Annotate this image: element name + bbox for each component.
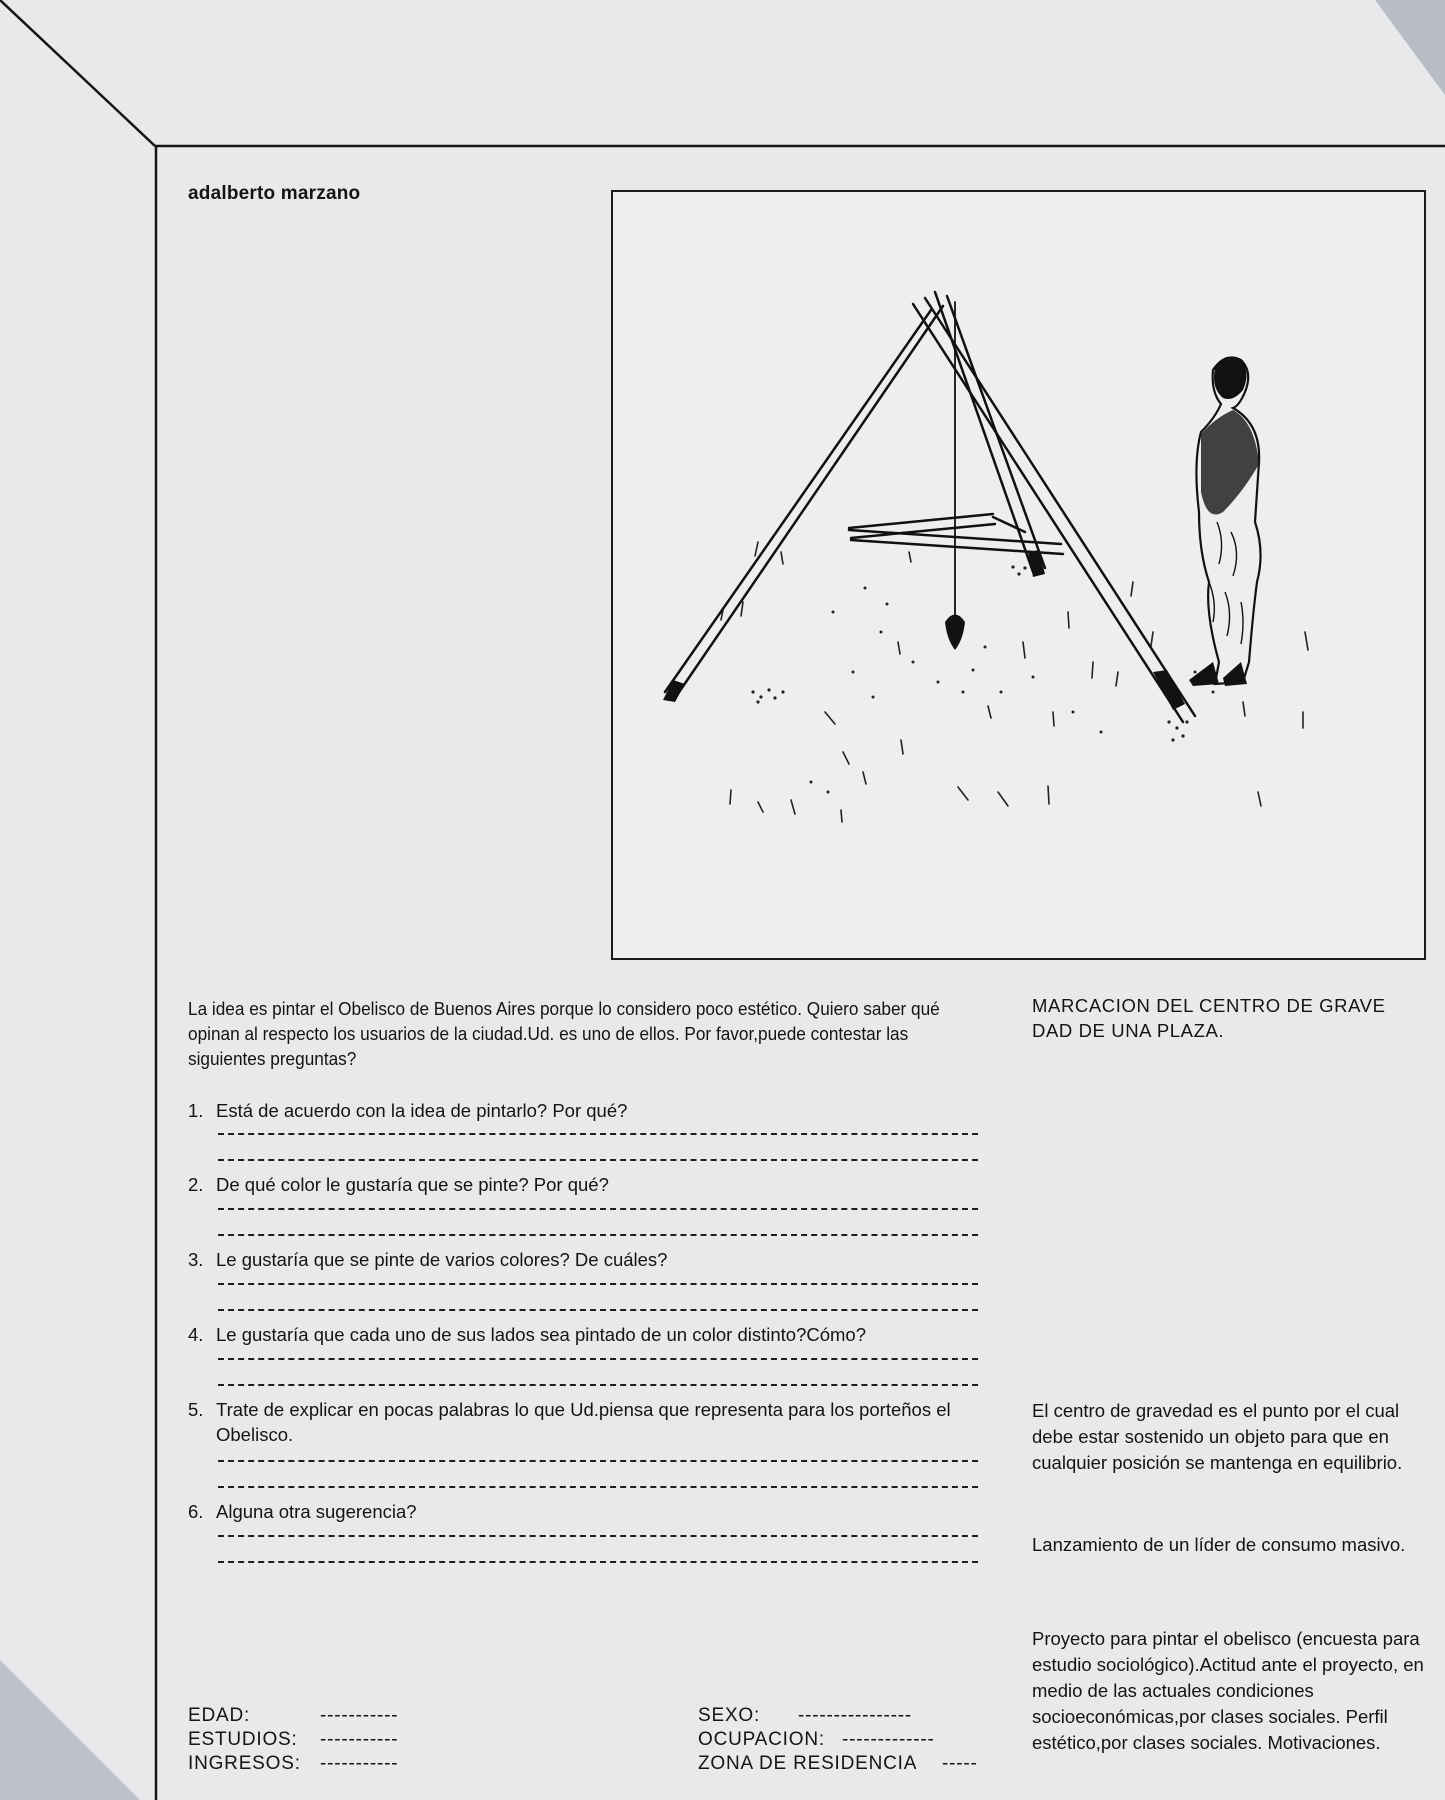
- form-label-sexo: SEXO:: [698, 1705, 761, 1726]
- form-sexo: [698, 1704, 760, 1728]
- question-number: 1.: [188, 1100, 204, 1121]
- person-figure: [1189, 357, 1261, 686]
- tripod-plumb-bob-drawing: [613, 192, 1424, 958]
- question-text: Le gustaría que se pinte de varios colores? De cuáles?: [216, 1249, 668, 1270]
- question-6: [188, 1499, 988, 1524]
- form-estudios: [188, 1728, 298, 1752]
- question-1: [188, 1098, 988, 1123]
- form-label-edad: EDAD:: [188, 1705, 251, 1726]
- form-blank-zona[interactable]: -----: [942, 1753, 978, 1774]
- form-label-ocupacion: OCUPACION:: [698, 1729, 825, 1750]
- form-ocupacion: [698, 1728, 825, 1752]
- answer-line[interactable]: [218, 1486, 978, 1488]
- form-blank-sexo[interactable]: ----------------: [798, 1705, 913, 1726]
- form-label-zona: ZONA DE RESIDENCIA: [698, 1753, 918, 1774]
- answer-line[interactable]: [218, 1384, 978, 1386]
- form-blank-ingresos[interactable]: -----------: [320, 1753, 399, 1774]
- question-4: [188, 1322, 988, 1347]
- question-number: 5.: [188, 1399, 204, 1420]
- answer-line[interactable]: [218, 1535, 978, 1537]
- intro-paragraph: La idea es pintar el Obelisco de Buenos Aires porque lo considero poco estético. Quiero saber qué opinan al respecto los usuarios de la ciudad.Ud. es uno de ellos. Por favor,puede contestar las siguientes preguntas?: [188, 998, 940, 1069]
- side-paragraph-gravity: El centro de gravedad es el punto por el cual debe estar sostenido un objeto para que en cualquier posición se mantenga en equilibrio.: [1032, 1400, 1403, 1473]
- side-paragraph-launch: Lanzamiento de un líder de consumo masivo.: [1032, 1534, 1406, 1555]
- answer-line[interactable]: [218, 1234, 978, 1236]
- form-blank-estudios[interactable]: -----------: [320, 1729, 399, 1750]
- form-zona: [698, 1752, 917, 1776]
- form-blank-ocupacion[interactable]: -------------: [842, 1729, 935, 1750]
- side-paragraph-project: Proyecto para pintar el obelisco (encuesta para estudio sociológico).Actitud ante el proyecto, en medio de las actuales condiciones socioeconómicas,por clases sociales. Perfil estético,por clases sociales. Motivaciones.: [1032, 1628, 1424, 1753]
- question-number: 3.: [188, 1249, 204, 1270]
- form-ingresos: [188, 1752, 301, 1776]
- question-text: De qué color le gustaría que se pinte? Por qué?: [216, 1174, 609, 1195]
- side-title: MARCACION DEL CENTRO DE GRAVE DAD DE UNA PLAZA.: [1032, 995, 1386, 1041]
- answer-line[interactable]: [218, 1561, 978, 1563]
- answer-line[interactable]: [218, 1358, 978, 1360]
- question-text: Alguna otra sugerencia?: [216, 1501, 417, 1522]
- answer-line[interactable]: [218, 1460, 978, 1462]
- question-number: 2.: [188, 1174, 204, 1195]
- illustration-frame: [611, 190, 1426, 960]
- question-5: [188, 1397, 988, 1447]
- form-edad: [188, 1704, 250, 1728]
- question-text: Está de acuerdo con la idea de pintarlo? Por qué?: [216, 1100, 628, 1121]
- answer-line[interactable]: [218, 1283, 978, 1285]
- form-blank-edad[interactable]: -----------: [320, 1705, 399, 1726]
- question-3: [188, 1247, 988, 1272]
- form-label-ingresos: INGRESOS:: [188, 1753, 301, 1774]
- question-2: [188, 1172, 988, 1197]
- author-name: adalberto marzano: [188, 183, 361, 204]
- form-label-estudios: ESTUDIOS:: [188, 1729, 298, 1750]
- question-number: 6.: [188, 1501, 204, 1522]
- question-text: Le gustaría que cada uno de sus lados sea pintado de un color distinto?Cómo?: [216, 1324, 867, 1345]
- answer-line[interactable]: [218, 1208, 978, 1210]
- answer-line[interactable]: [218, 1133, 978, 1135]
- question-text: Trate de explicar en pocas palabras lo que Ud.piensa que representa para los porteños el Obelisco.: [216, 1399, 951, 1445]
- question-number: 4.: [188, 1324, 204, 1345]
- answer-line[interactable]: [218, 1159, 978, 1161]
- answer-line[interactable]: [218, 1309, 978, 1311]
